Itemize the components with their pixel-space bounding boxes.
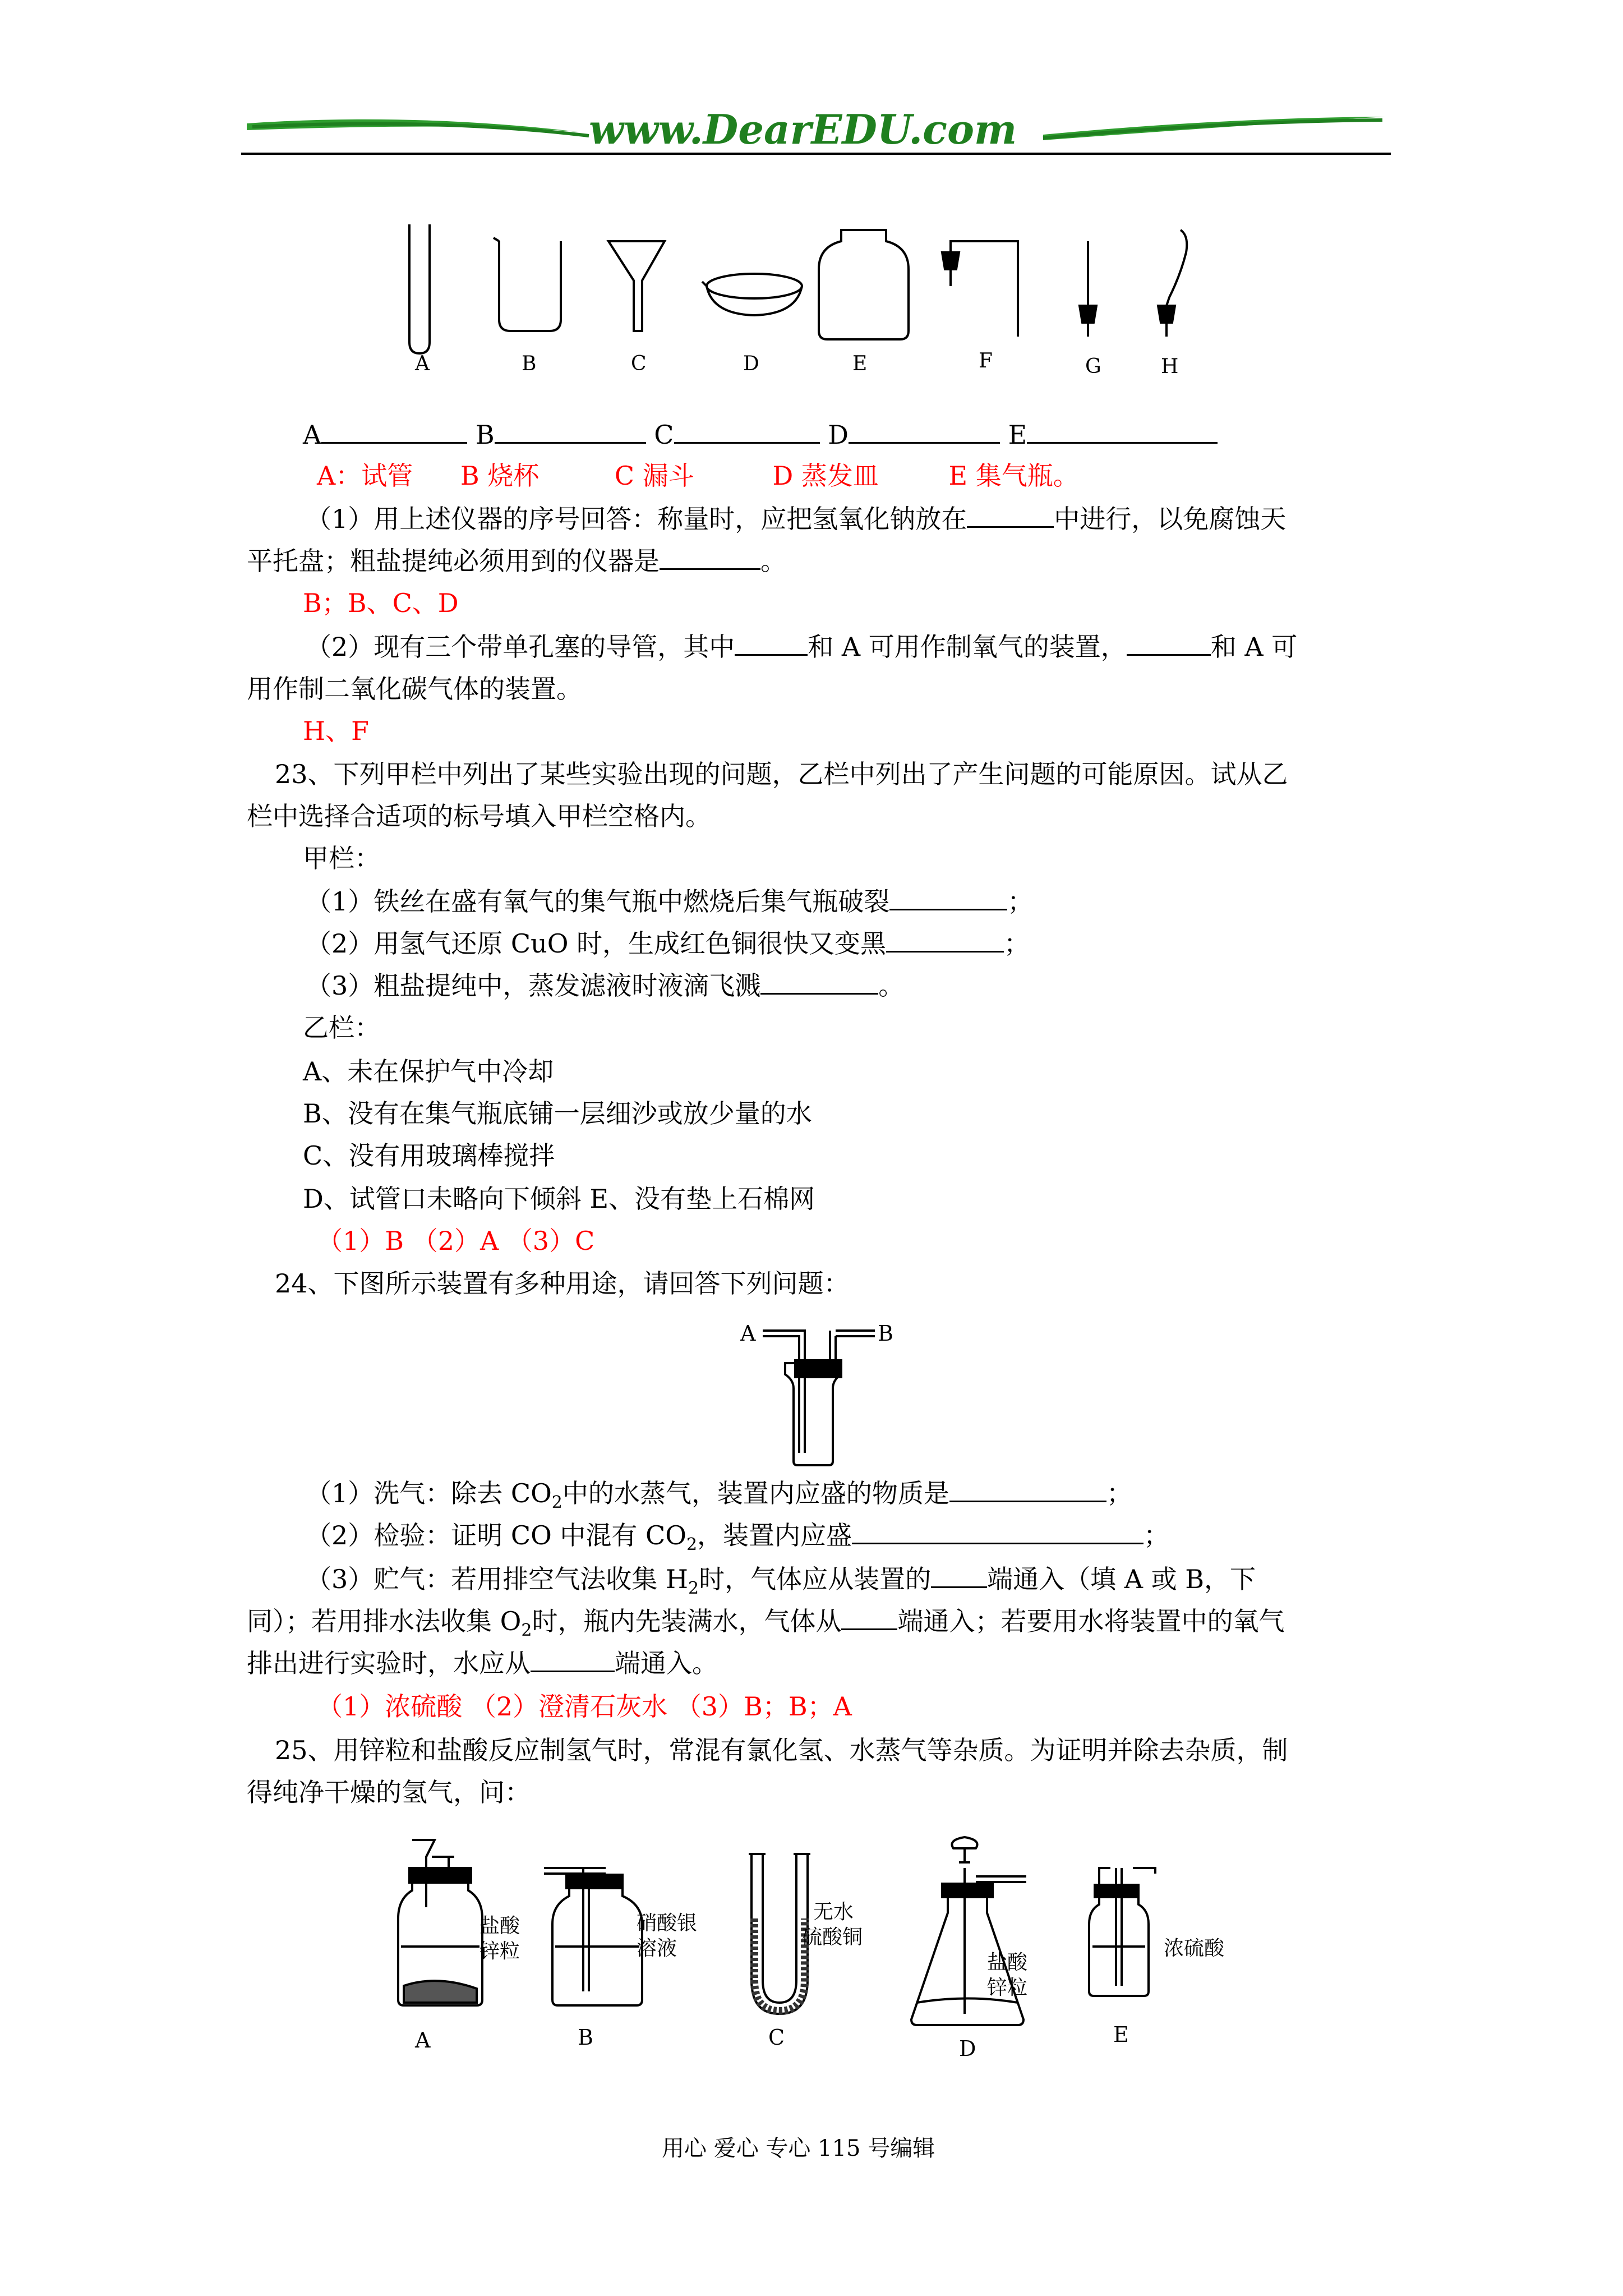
q23-jia-3-text: （3）粗盐提纯中，蒸发滤液时液滴飞溅 (306, 970, 761, 1001)
q23-stem-2: 栏中选择合适项的标号填入甲栏空格内。 (247, 801, 711, 831)
answer-row-1 (317, 459, 1079, 493)
blank-b[interactable] (495, 418, 646, 444)
blank-label-a: A (303, 420, 322, 450)
q23-yi-c: C、没有用玻璃棒搅拌 (303, 1140, 555, 1171)
q22-sub1-text-c: 平托盘；粗盐提纯必须用到的仪器是 (247, 546, 660, 576)
hydrogen-apparatus-figure (381, 1834, 1256, 2059)
q22-sub1-text-d: 。 (760, 546, 786, 576)
fig3-label-c2: 硫酸铜 (802, 1926, 863, 1949)
q22-sub1-text-a: （1）用上述仪器的序号回答：称量时，应把氢氧化钠放在 (306, 504, 967, 534)
answer-a: A：试管 (317, 461, 413, 491)
q22-sub1-line1 (306, 502, 1286, 536)
q22-sub2-text-a: （2）现有三个带单孔塞的导管，其中 (306, 632, 735, 662)
q24-l2-b: ，装置内应盛 (697, 1520, 852, 1550)
fig3-letter-a: A (415, 2028, 431, 2053)
q23-jia-1 (306, 885, 1033, 918)
gas-bottle-figure (740, 1318, 897, 1470)
q22-sub1-blank1[interactable] (967, 503, 1054, 528)
q24-l4-c: 端通入；若要用水将装置中的氧气 (897, 1606, 1285, 1636)
q24-l4 (247, 1604, 1285, 1641)
q23-jia-2-blank[interactable] (886, 927, 1004, 953)
q24-l3-blank[interactable] (931, 1563, 987, 1588)
q22-sub1-line2 (247, 544, 786, 578)
fig3-label-a2: 锌粒 (479, 1940, 520, 1963)
answer-c: C 漏斗 (614, 461, 694, 491)
q23-yi-title: 乙栏： (303, 1013, 380, 1043)
q23-stem-1: 23、下列甲栏中列出了某些实验出现的问题，乙栏中列出了产生问题的可能原因。试从乙 (275, 759, 1288, 789)
q22-sub2-line2: 用作制二氧化碳气体的装置。 (247, 674, 582, 704)
q24-l3-c: 端通入（填 A 或 B，下 (987, 1564, 1256, 1594)
q25-stem-1: 25、用锌粒和盐酸反应制氢气时，常混有氯化氢、水蒸气等杂质。为证明并除去杂质，制 (275, 1735, 1288, 1765)
fig1-label-d: D (743, 352, 759, 375)
q24-l2-a: （2）检验：证明 CO 中混有 CO (306, 1520, 686, 1550)
q24-l3 (306, 1562, 1256, 1599)
fig3-label-b1: 硝酸银 (637, 1912, 698, 1935)
q22-sub2-text-c: 和 A 可 (1210, 632, 1298, 662)
fig1-label-c: C (631, 352, 647, 375)
q24-l5-blank[interactable] (531, 1647, 615, 1672)
q23-jia-1-text: （1）铁丝在盛有氧气的集气瓶中燃烧后集气瓶破裂 (306, 886, 890, 917)
blank-label-d: D (828, 420, 849, 450)
fig1-label-a: A (415, 352, 430, 375)
answer-d: D 蒸发皿 (772, 461, 879, 491)
fig1-label-g: G (1085, 355, 1101, 378)
q25-stem-2: 得纯净干燥的氢气，问： (247, 1777, 531, 1807)
q23-answer: （1）B （2）A （3）C (317, 1226, 595, 1256)
q24-l1-b: 中的水蒸气，装置内应盛的物质是 (562, 1478, 949, 1508)
q23-yi-b: B、没有在集气瓶底铺一层细沙或放少量的水 (303, 1098, 812, 1129)
fig3-label-b2: 溶液 (637, 1937, 677, 1960)
fig3-letter-b: B (578, 2025, 593, 2050)
q22-answer2: H、F (303, 716, 370, 746)
q24-l5-b: 端通入。 (615, 1648, 718, 1678)
q24-l2-c: ； (1144, 1520, 1170, 1550)
fig3-letter-d: D (959, 2036, 976, 2059)
q22-sub1-blank2[interactable] (660, 545, 760, 570)
fig2-label-b: B (878, 1321, 893, 1346)
q23-jia-1-semi: ； (1007, 886, 1034, 917)
fig3-letter-c: C (768, 2025, 785, 2050)
q24-l1-blank[interactable] (949, 1477, 1106, 1502)
q24-l5-a: 排出进行实验时，水应从 (247, 1648, 531, 1678)
logo-text: www.DearEDU.com (589, 105, 1017, 153)
blank-label-b: B (475, 420, 495, 450)
blank-a[interactable] (321, 418, 467, 444)
fig3-label-d1: 盐酸 (987, 1951, 1028, 1974)
q23-jia-2-semi: ； (1004, 928, 1030, 959)
blank-e[interactable] (1027, 418, 1218, 444)
blank-label-c: C (654, 420, 674, 450)
q24-answer: （1）浓硫酸 （2）澄清石灰水 （3）B；B；A (317, 1691, 852, 1722)
q24-l5 (247, 1646, 718, 1680)
q24-l4-b: 时，瓶内先装满水，气体从 (532, 1606, 842, 1636)
fig1-label-b: B (522, 352, 537, 375)
fig3-label-c1: 无水 (813, 1901, 854, 1924)
q24-l2 (306, 1519, 1170, 1555)
q23-jia-title: 甲栏： (303, 843, 380, 873)
blank-c[interactable] (674, 418, 820, 444)
blank-d[interactable] (849, 418, 1000, 444)
fig1-label-f: F (979, 349, 993, 372)
q24-l4-a: 同）；若用排水法收集 O (247, 1606, 522, 1636)
q24-l1-a: （1）洗气：除去 CO (306, 1478, 552, 1508)
fig3-label-d2: 锌粒 (987, 1976, 1028, 1999)
q23-jia-2 (306, 927, 1030, 960)
q22-sub2-blank2[interactable] (1127, 631, 1211, 656)
q24-l3-sub: 2 (688, 1579, 699, 1599)
q23-jia-3-blank[interactable] (760, 969, 878, 995)
blanks-row (303, 418, 1218, 452)
q24-l4-blank[interactable] (841, 1605, 897, 1630)
answer-e: E 集气瓶。 (948, 461, 1079, 491)
q23-jia-1-blank[interactable] (889, 885, 1007, 910)
q22-sub2-text-b: 和 A 可用作制氧气的装置， (808, 632, 1127, 662)
q22-sub2-blank1[interactable] (735, 631, 808, 656)
page-footer: 用心 爱心 专心 115 号编辑 (662, 2136, 935, 2161)
fig1-label-h: H (1161, 355, 1179, 378)
q22-sub2-line1 (306, 630, 1297, 664)
fig3-letter-e: E (1113, 2022, 1129, 2047)
q24-l1-c: ； (1106, 1478, 1132, 1508)
fig1-label-e: E (852, 352, 868, 375)
q23-jia-2-text: （2）用氢气还原 CuO 时，生成红色铜很快又变黑 (306, 928, 887, 959)
q23-yi-d: D、试管口未略向下倾斜 E、没有垫上石棉网 (303, 1184, 815, 1214)
answer-b: B 烧杯 (460, 461, 540, 491)
q24-l4-sub: 2 (521, 1621, 532, 1641)
q24-l2-blank[interactable] (852, 1519, 1144, 1544)
fig2-label-a: A (740, 1321, 756, 1346)
header-banner (241, 101, 1391, 163)
q24-stem: 24、下图所示装置有多种用途，请回答下列问题： (275, 1268, 850, 1299)
q24-l3-a: （3）贮气：若用排空气法收集 H (306, 1564, 689, 1594)
apparatus-figure (393, 219, 1234, 387)
q22-sub1-text-b: 中进行，以免腐蚀天 (1054, 504, 1287, 534)
q24-l3-b: 时，气体应从装置的 (699, 1564, 932, 1594)
q24-l2-sub: 2 (686, 1535, 698, 1555)
q23-yi-a: A、未在保护气中冷却 (303, 1056, 554, 1087)
blank-label-e: E (1008, 420, 1027, 450)
q22-answer1: B；B、C、D (303, 588, 459, 618)
q23-jia-3 (306, 969, 904, 1002)
fig3-label-e1: 浓硫酸 (1164, 1937, 1225, 1960)
q23-jia-3-period: 。 (878, 970, 905, 1001)
q24-l1 (306, 1476, 1132, 1513)
fig3-label-a1: 盐酸 (479, 1915, 520, 1938)
q24-l1-sub: 2 (551, 1493, 562, 1513)
